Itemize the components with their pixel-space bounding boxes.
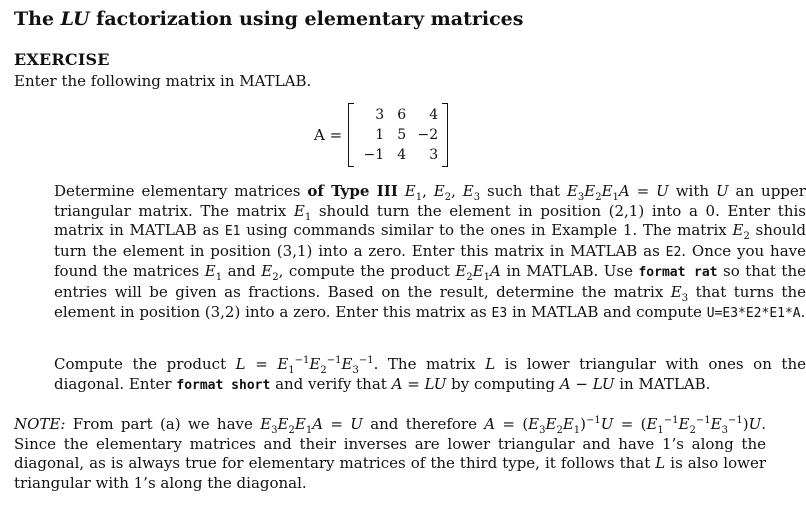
matrix-cell: 3 [375,107,385,123]
matrix-cell: 4 [429,107,439,123]
matrix-cell: 5 [397,127,407,143]
matrix-cell: −1 [363,147,385,163]
part-b-paragraph: Compute the product $L = E_1^{-1}E_2^{-1}E_3^{-1}$. The matrix L is lower triangular with ones on the diagonal. Enter format short and verify that A = LU by computing A − LU in MATLAB. [54,355,806,393]
matrix-cell: 6 [397,107,407,123]
page-title: The LU factorization using elementary matrices [14,8,524,30]
matrix-cell: 1 [375,127,385,143]
matrix-cell: 3 [429,147,439,163]
intro-text: Enter the following matrix in MATLAB. [14,72,312,90]
matrix-a [314,104,448,166]
matrix-cell: 4 [397,147,407,163]
note-paragraph: NOTE: From part (a) we have $E_3E_2E_1A = U$ and therefore $A = (E_3E_2E_1)^{-1}U = (E_1^{-1}E_2^{-1}E_3^{-1})U$. Since the elementary matrices and their inverses are lower triangular and have 1’s along the diagonal, as is always true for elementary matrices of the third type, it follows that L is also lower triangular with 1’s along the diagonal. [14,415,767,492]
matrix-cell: −2 [417,127,439,143]
part-a-paragraph: Determine elementary matrices of Type III $E_1$, $E_2$, $E_3$ such that $E_3E_2E_1A = U$ with U an upper triangular matrix. The matrix $E_1$ should turn the element in position (2,1) into a 0. Enter this matrix in MATLAB as E1 using commands similar to the ones in Example 1. The matrix $E_2$ should turn the element in position (3,1) into a zero. Enter this matrix in MATLAB as E2. Once you have found the matrices $E_1$ and $E_2$, compute the product $E_2E_1A$ in MATLAB. Use format rat so that the entries will be given as fractions. Based on the result, determine the matrix $E_3$ that turns the element in position (3,2) into a zero. Enter this matrix as E3 in MATLAB and compute U=E3*E2*E1*A. [54,182,806,321]
matrix-grid [354,105,442,165]
matrix-label: A = [314,126,343,144]
exercise-heading: EXERCISE [14,50,110,69]
right-bracket [442,103,448,167]
